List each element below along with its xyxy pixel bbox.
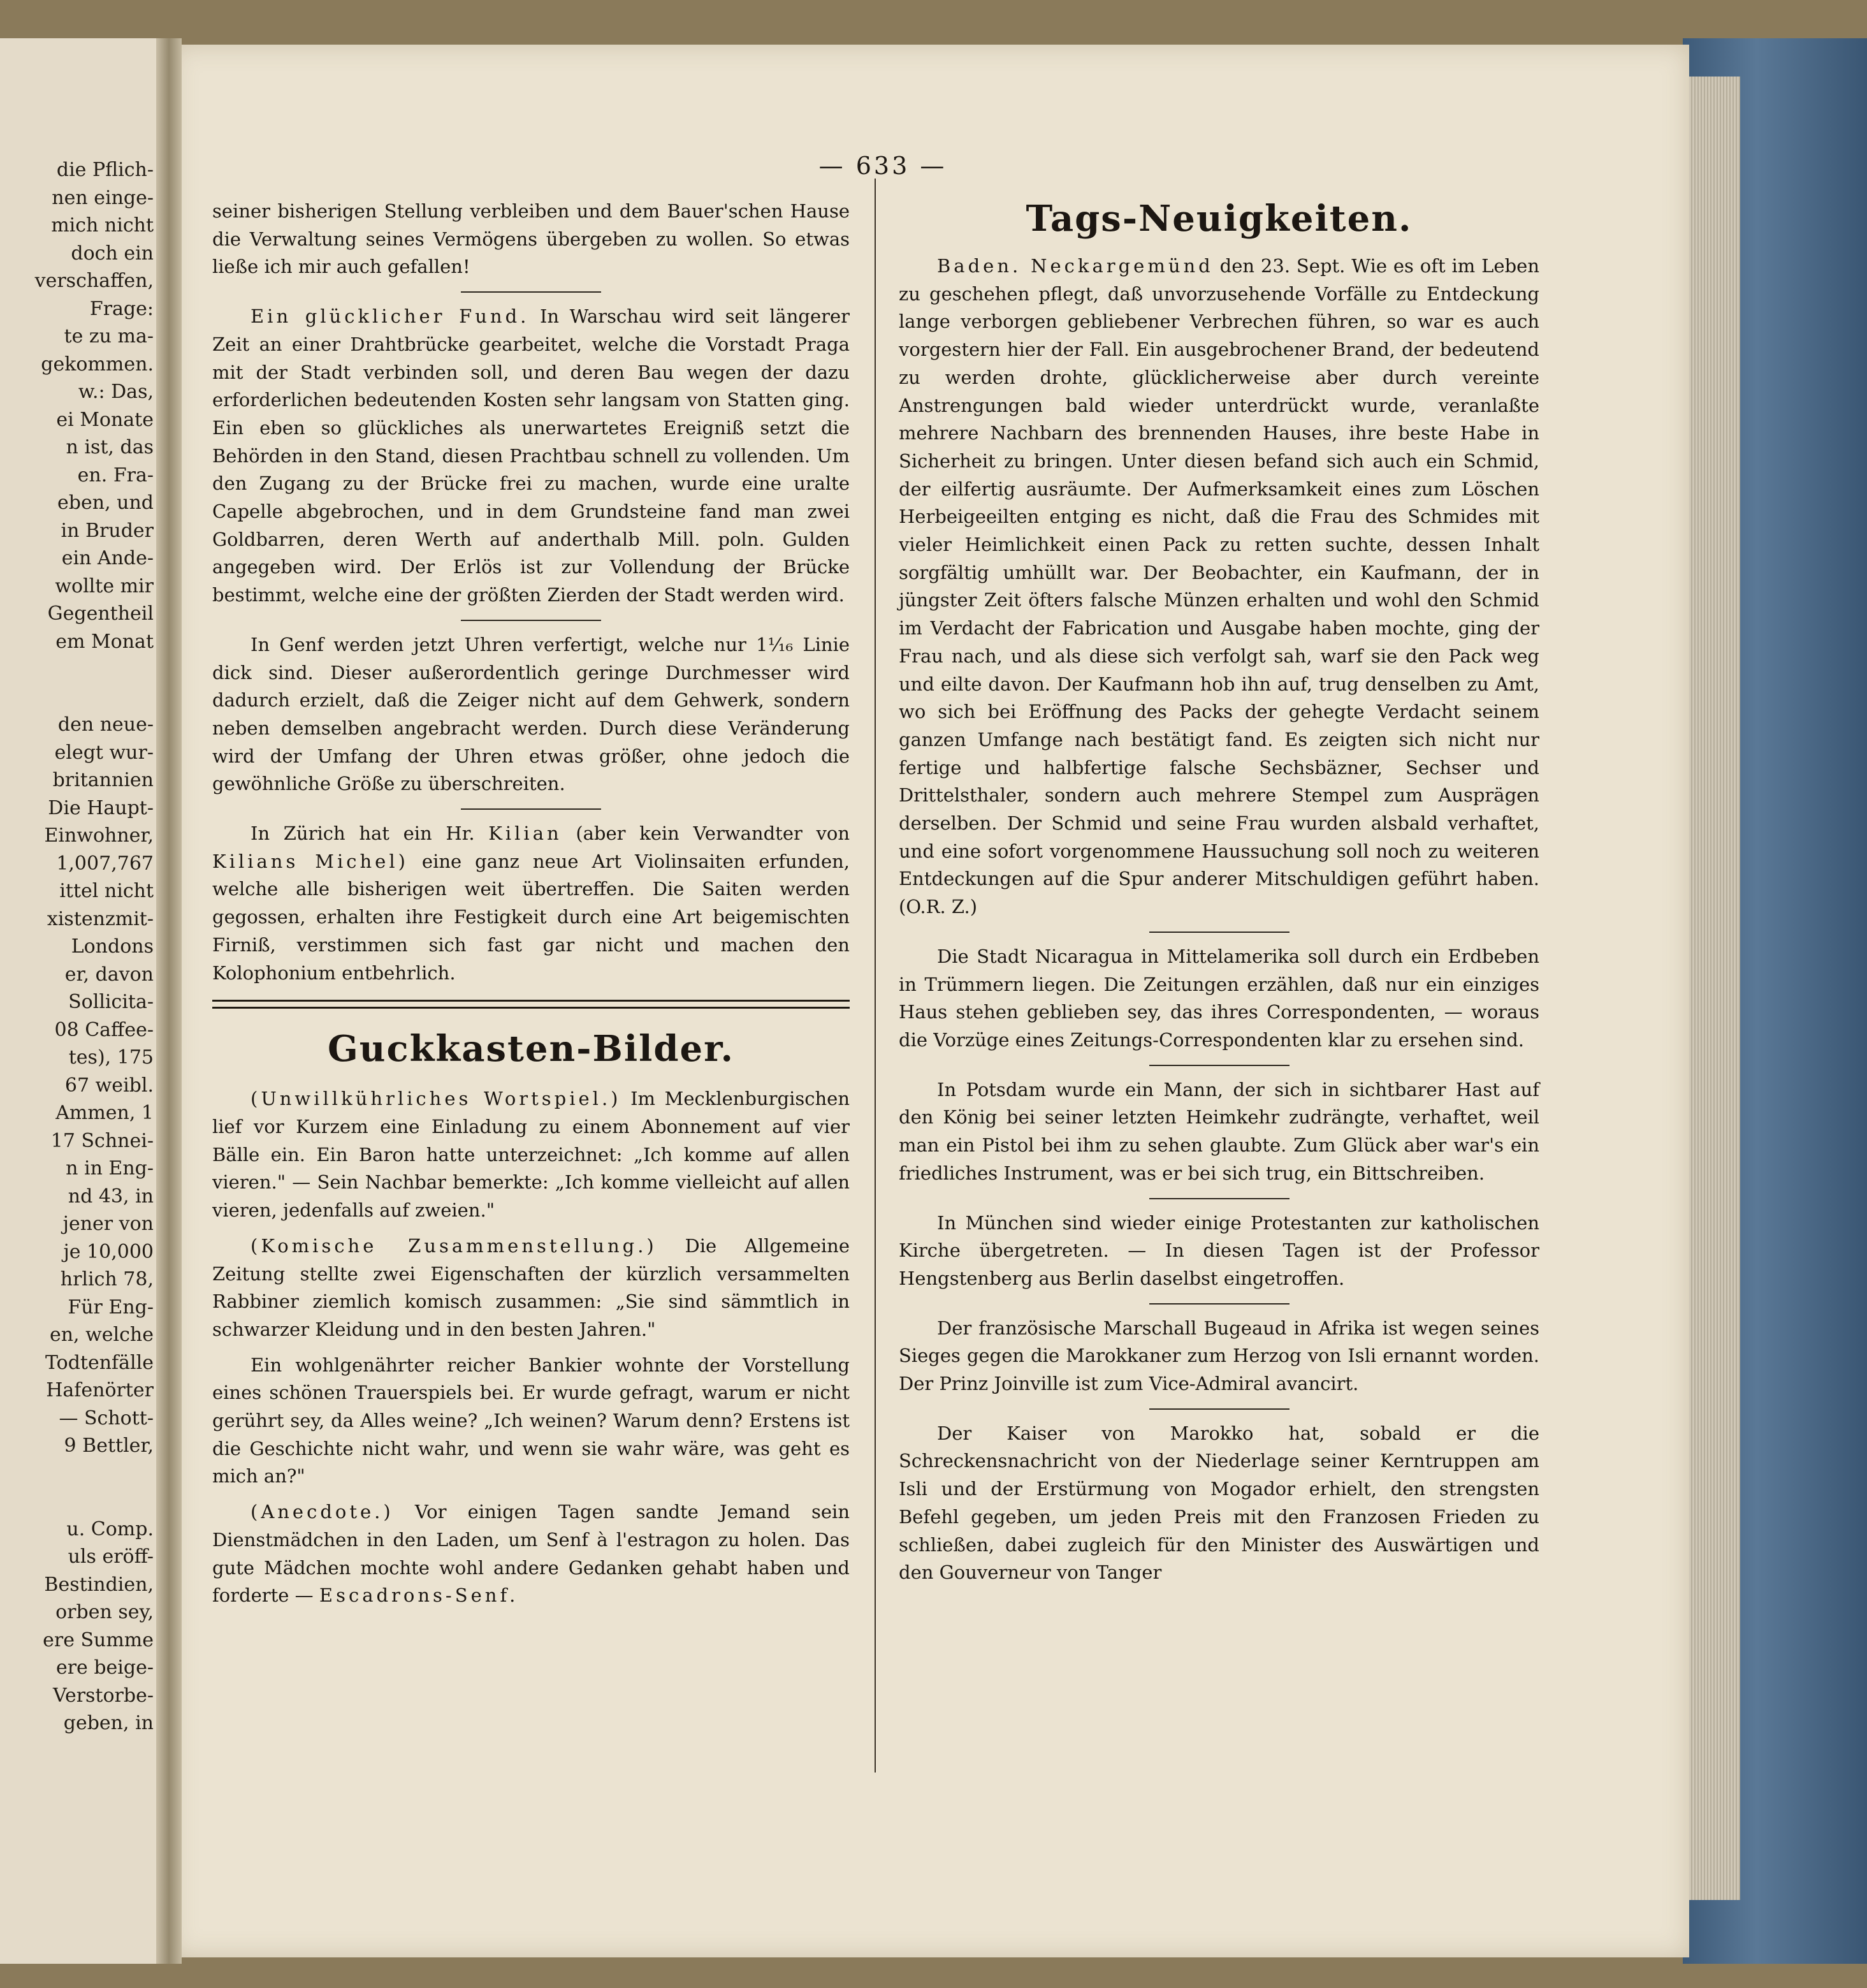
left-page-line: Einwohner,: [44, 824, 154, 847]
anecdote-end: Escadrons-Senf.: [319, 1584, 519, 1607]
section-rule: [461, 291, 601, 293]
left-page-line: nd 43, in: [68, 1185, 154, 1208]
paragraph-bankier: Ein wohlgenährter reicher Bankier wohnte der Vorstellung eines schönen Trauerspiels bei. Er wurde gefragt, warum er nicht gerührt sey, da Alles weine? „Ich weinen? Warum denn? Erstens ist die Geschichte nicht wahr, und wenn sie wahr wäre, was geht es mich an?": [212, 1354, 850, 1487]
left-page-line: gekommen.: [41, 353, 154, 376]
section-rule: [1149, 932, 1289, 933]
left-page-line: wollte mir: [55, 574, 154, 597]
baden-source: (O.R. Z.): [899, 896, 978, 918]
paragraph-marokko: Der Kaiser von Marokko hat, sobald er die Schreckensnachricht von der Niederlage seiner Kerntruppen am Isli und der Erstürmung von Mogador erhielt, den strengsten Befehl gegeben, um jeden Preis mit den Franzosen Frieden zu schließen, dabei zugleich für den Minister des Auswärtigen und den Gouverneur von Tanger: [899, 1422, 1539, 1584]
left-page-line: britannien: [52, 769, 154, 791]
left-page-line: ere beige-: [55, 1656, 154, 1679]
book-gutter: [156, 38, 182, 1964]
left-page-line: [0, 655, 163, 683]
left-page-line: en. Fra-: [77, 464, 154, 486]
right-column: [899, 198, 1539, 1587]
left-page-line: orben sey,: [55, 1601, 154, 1623]
left-page-line: [0, 1460, 163, 1488]
left-page-line: in Bruder: [61, 519, 154, 542]
paragraph-anecdote: [212, 1498, 850, 1610]
paragraph-zuerich: [212, 820, 850, 987]
left-page-line: xistenzmit-: [47, 907, 154, 930]
zuerich-text-b: (aber kein Verwandter von: [576, 822, 850, 845]
wortspiel-text: Im Mecklenburgischen lief vor Kurzem eine Einladung zu einem Abonnement auf vier Bälle ein. Ein Baron hatte unterzeichnet: „Ich komme auf allen vieren." — Sein Nachbar bemerkte: „Ich komme vielleicht auf allen vieren, jedenfalls auf zweien.": [212, 1088, 850, 1222]
left-page-line: em Monat: [55, 630, 154, 653]
left-page-line: u. Comp.: [66, 1517, 154, 1540]
baden-place: Baden. Neckargemünd: [937, 255, 1214, 277]
left-page-line: Hafenörter: [46, 1379, 154, 1401]
left-page-line: Londons: [71, 935, 154, 958]
section-rule: [1149, 1303, 1289, 1305]
left-page-line: uls eröff-: [68, 1546, 154, 1568]
left-page-line: den neue-: [57, 713, 154, 736]
paragraph-komisch: [212, 1232, 850, 1344]
left-page-line: 08 Caffee-: [54, 1018, 154, 1041]
zuerich-name: Kilian: [488, 822, 562, 845]
left-page-line: jener von: [62, 1213, 154, 1235]
left-page-line: Todtenfälle: [45, 1351, 154, 1374]
section-rule: [1149, 1198, 1289, 1199]
baden-text: den 23. Sept. Wie es oft im Leben zu geschehen pflegt, daß unvorzusehende Vorfälle zu Entdeckung lange verborgen gebliebener Verbrechen führen, so war es auch vorgestern hier der Fall. Ein ausgebrochener Brand, der bedeutend zu werden drohte, glücklicherweise aber durch vereinte Anstrengungen bald wieder unterdrückt wurde, veranlaßte mehrere Nachbarn des brennenden Hauses, ihre beste Habe in Sicherheit zu bringen. Unter diesen befand sich auch ein Schmid, der eilfertig ausräumte. Der Aufmerksamkeit eines zum Löschen Herbeigeeilten entging es nicht, daß die Frau des Schmides mit vieler Heimlichkeit einen Pack zu retten suchte, dessen Inhalt sorgfältig umhüllt war. Der Beobachter, ein Kaufmann, der in jüngster Zeit öfters falsche Münzen erhalten und wohl den Schmid im Verdacht der Fabrication und Ausgabe haben mochte, ging der Frau nach, und als diese sich verfolgt sah, warf sie den Pack weg und eilte davon. Der Kaufmann hob ihn auf, trug denselben zu Amt, wo sich bei Eröffnung des Packs der gehegte Verdacht seinem ganzen Umfange nach bestätigt fand. Es zeigten sich nicht nur fertige und halbfertige falsche Sechsbäzner, Sechser und Drittelsthaler, sondern auch mehrere Stempel zum Ausprägen derselben. Der Schmid und seine Frau wurden alsbald verhaftet, und eine sofort vorgenommene Haussuchung soll noch zu weiteren Entdeckungen auf die Spur anderer Mitschuldigen geführt haben.: [899, 255, 1539, 890]
left-page-line: geben, in: [63, 1712, 154, 1734]
paragraph-nicaragua: Die Stadt Nicaragua in Mittelamerika soll durch ein Erdbeben in Trümmern liegen. Die Zeitungen erzählen, daß nur ein einziges Haus stehen geblieben sey, das ihres Correspondenten, — woraus die Vorzüge eines Zeitungs-Correspondenten klar zu ersehen sind.: [899, 945, 1539, 1051]
section-rule: [461, 808, 601, 810]
left-page-line: Verstorbe-: [53, 1684, 154, 1707]
left-page-line: 17 Schnei-: [50, 1129, 154, 1152]
left-page-line: Für Eng-: [68, 1296, 154, 1319]
paragraph-intro: seiner bisherigen Stellung verbleiben und dem Bauer'schen Hause die Verwaltung seines Vermögens übergeben zu wollen. So etwas ließe ich mir auch gefallen!: [212, 200, 850, 278]
left-page-line: mich nicht: [51, 214, 154, 237]
zuerich-text-c: eine ganz neue Art Violinsaiten erfunden, welche alle bisherigen weit übertreffen. Die Saiten werden gegossen, erhalten ihre Festigkeit durch eine Art beigemischten Firniß, verstimmen sich fast gar nicht und machen den Kolophonium entbehrlich.: [212, 850, 850, 984]
left-page-line: nen einge-: [52, 186, 154, 209]
page-number: — 633 —: [818, 152, 947, 180]
left-page-line: er, davon: [64, 963, 154, 986]
left-page-line: 9 Bettler,: [64, 1435, 154, 1457]
section-heading-tags-neuigkeiten: Tags-Neuigkeiten.: [1026, 198, 1413, 240]
left-page-line: Gegentheil: [47, 603, 154, 625]
paragraph-bugeaud: Der französische Marschall Bugeaud in Afrika ist wegen seines Sieges gegen die Marokkaner zum Herzog von Isli ernannt worden. Der Prinz Joinville ist zum Vice-Admiral avancirt.: [899, 1317, 1539, 1395]
left-page-line: w.: Das,: [78, 381, 154, 403]
left-page-line: ei Monate: [56, 408, 154, 431]
anecdote-text: Vor einigen Tagen sandte Jemand sein Dienstmädchen in den Laden, um Senf à l'estragon zu holen. Das gute Mädchen mochte wohl andere Gedanken gehabt haben und forderte —: [212, 1501, 850, 1607]
left-page-line: te zu ma-: [64, 325, 154, 347]
left-page: [0, 38, 163, 1964]
left-column: [212, 198, 850, 1610]
zuerich-text-a: In Zürich hat ein Hr.: [251, 822, 475, 845]
fund-text: In Warschau wird seit längerer Zeit an einer Drahtbrücke gearbeitet, welche die Vorstadt Praga mit der Stadt verbinden soll, und deren Bau wegen der dazu erforderlichen bedeutenden Kosten sehr langsam von Statten ging. Ein eben so glückliches als unerwartetes Ereigniß setzt die Behörden in den Stand, diesen Prachtbau schnell zu vollenden. Um den Zugang zu der Brücke frei zu machen, wurde eine uralte Capelle abgebrochen, und in dem Grundsteine fand man zwei Goldbarren, deren Werth auf anderthalb Mill. poln. Gulden angegeben wird. Der Erlös ist zur Vollendung der Brücke bestimmt, welche eine der größten Zierden der Stadt werden wird.: [212, 305, 850, 606]
paragraph-genf: In Genf werden jetzt Uhren verfertigt, welche nur 1¹⁄₁₆ Linie dick sind. Dieser außerordentlich geringe Durchmesser wird dadurch erzielt, daß die Zeiger nicht auf dem Gehwerk, sondern neben demselben angebracht werden. Durch diese Veränderung wird der Umfang der Uhren etwas größer, ohne jedoch die gewöhnliche Größe zu überschreiten.: [212, 633, 850, 795]
paragraph-muenchen: In München sind wieder einige Protestanten zur katholischen Kirche übergetreten. — In diesen Tagen ist der Professor Hengstenberg aus Berlin daselbst eingetroffen.: [899, 1211, 1539, 1289]
section-rule: [1149, 1065, 1289, 1066]
paragraph-potsdam: In Potsdam wurde ein Mann, der sich in sichtbarer Hast auf den König bei seiner letzten Heimkehr zudrängte, verhaftet, weil man ein Pistol bei ihm zu sehen glaubte. Zum Glück aber war's ein friedliches Instrument, was er bei sich trug, ein Bittschreiben.: [899, 1078, 1539, 1184]
section-heading-guckkasten: Guckkasten-Bilder.: [327, 1028, 735, 1071]
left-page-line: ein Ande-: [61, 547, 154, 569]
fund-title: Ein glücklicher Fund.: [251, 305, 530, 328]
paragraph-wortspiel: [212, 1085, 850, 1225]
left-page-line: hrlich 78,: [60, 1268, 154, 1290]
section-rule: [1149, 1408, 1289, 1410]
anecdote-title: (Anecdote.): [251, 1501, 394, 1523]
left-page-line: Frage:: [89, 297, 154, 320]
left-page-line: verschaffen,: [34, 270, 154, 292]
zuerich-kilians-michel: Kilians Michel): [212, 850, 409, 872]
left-page-line: doch ein: [71, 242, 154, 265]
left-page-line: ere Summe: [43, 1628, 154, 1651]
wortspiel-title: (Unwillkührliches Wortspiel.): [251, 1088, 621, 1110]
paragraph-fund: [212, 303, 850, 610]
left-page-line: tes), 175: [68, 1046, 154, 1069]
left-page-line: eben, und: [57, 492, 154, 514]
komisch-title: (Komische Zusammenstellung.): [251, 1234, 657, 1257]
left-page-line: n ist, das: [66, 436, 154, 458]
paragraph-baden: [899, 252, 1539, 921]
left-page-column: [0, 156, 163, 1737]
left-page-line: Bestindien,: [44, 1573, 154, 1596]
left-page-line: en, welche: [49, 1324, 154, 1346]
left-page-line: elegt wur-: [54, 741, 154, 764]
left-page-line: Sollicita-: [68, 991, 154, 1013]
left-page-line: Ammen, 1: [55, 1102, 154, 1124]
left-page-line: die Pflich-: [56, 159, 154, 181]
left-page-line: [0, 683, 163, 712]
komisch-text: Die Allgemeine Zeitung stellte zwei Eigenschaften der kürzlich versammelten Rabbiner ziemlich komisch zusammen: „Sie sind sämmtlich in schwarzer Kleidung und in den besten Jahren.": [212, 1234, 850, 1340]
left-page-line: n in Eng-: [66, 1157, 154, 1180]
left-page-line: — Schott-: [59, 1407, 154, 1429]
double-rule: [212, 1000, 850, 1009]
column-divider: [875, 179, 876, 1772]
page-edges: [1683, 77, 1740, 1900]
left-page-line: Die Haupt-: [48, 796, 154, 819]
left-page-line: je 10,000: [63, 1240, 154, 1263]
left-page-line: [0, 1487, 163, 1516]
left-page-line: ittel nicht: [59, 880, 154, 902]
left-page-line: 1,007,767: [56, 852, 154, 875]
section-rule: [461, 620, 601, 621]
left-page-line: 67 weibl.: [64, 1074, 154, 1097]
